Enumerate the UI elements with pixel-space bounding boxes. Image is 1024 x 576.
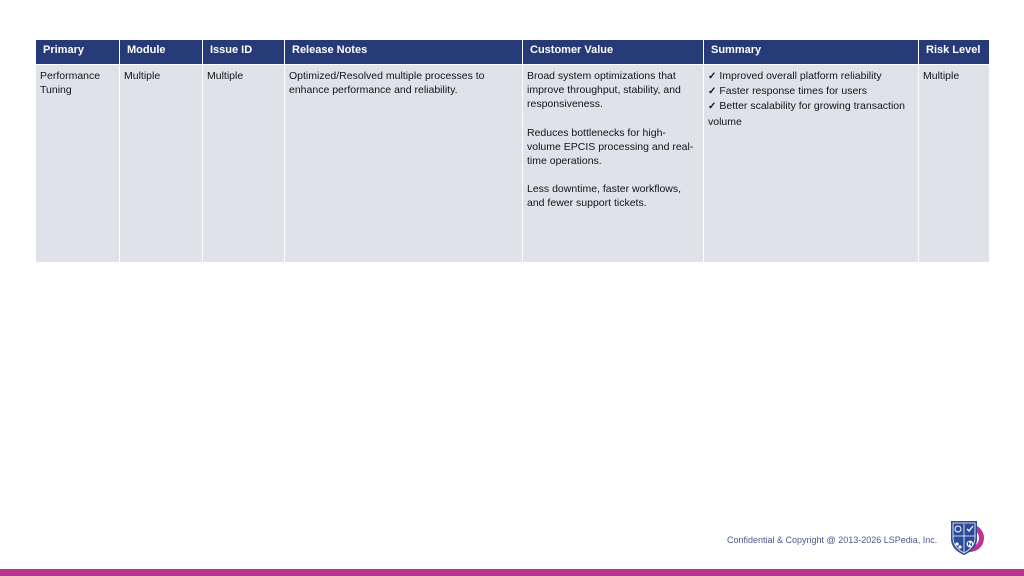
cell-customer-value [523,65,704,263]
header-summary: Summary [704,40,919,65]
cell-issue-id [203,65,285,263]
header-primary: Primary [36,40,120,65]
header-customer-value: Customer Value [523,40,704,65]
risk-level-text: Multiple [923,70,960,82]
summary-list [708,69,914,129]
cell-primary [36,65,120,263]
module-text: Multiple [124,70,161,82]
header-issue-id: Issue ID [203,40,285,65]
summary-item-text: Improved overall platform reliability [719,70,882,82]
customer-value-paragraph: Reduces bottlenecks for high-volume EPCIS processing and real-time operations. [527,126,694,168]
customer-value-paragraph: Less downtime, faster workflows, and fewer support tickets. [527,183,682,210]
summary-item-text: Faster response times for users [719,85,868,98]
table-header-row [36,40,990,65]
cell-module [120,65,203,263]
header-module: Module [120,40,203,65]
cell-risk-level [919,65,990,263]
table-row [36,65,990,263]
cell-release-notes [285,65,523,263]
release-notes-text: Optimized/Resolved multiple processes to enhance performance and reliability. [289,70,485,97]
copyright-footer: Confidential & Copyright @ 2013-2026 LSPedia, Inc. [727,535,938,545]
header-risk-level: Risk Level [919,40,990,65]
summary-item [708,84,914,99]
summary-item [708,69,914,84]
header-release-notes: Release Notes [285,40,523,65]
cell-summary [704,65,919,263]
check-mark-icon: ✓ [708,86,717,98]
check-mark-icon: ✓ [708,71,717,82]
primary-text: Performance Tuning [40,70,101,97]
bottom-accent-bar [0,569,1024,576]
customer-value-paragraph: Broad system optimizations that improve throughput, stability, and responsiveness. [527,70,681,111]
check-mark-icon: ✓ [708,101,717,113]
summary-item [708,99,914,128]
release-notes-table [35,39,990,263]
issue-id-text: Multiple [207,70,244,82]
lspedia-logo-icon [947,517,987,557]
summary-item-text: Better scalability for growing transaction volume [708,100,905,128]
